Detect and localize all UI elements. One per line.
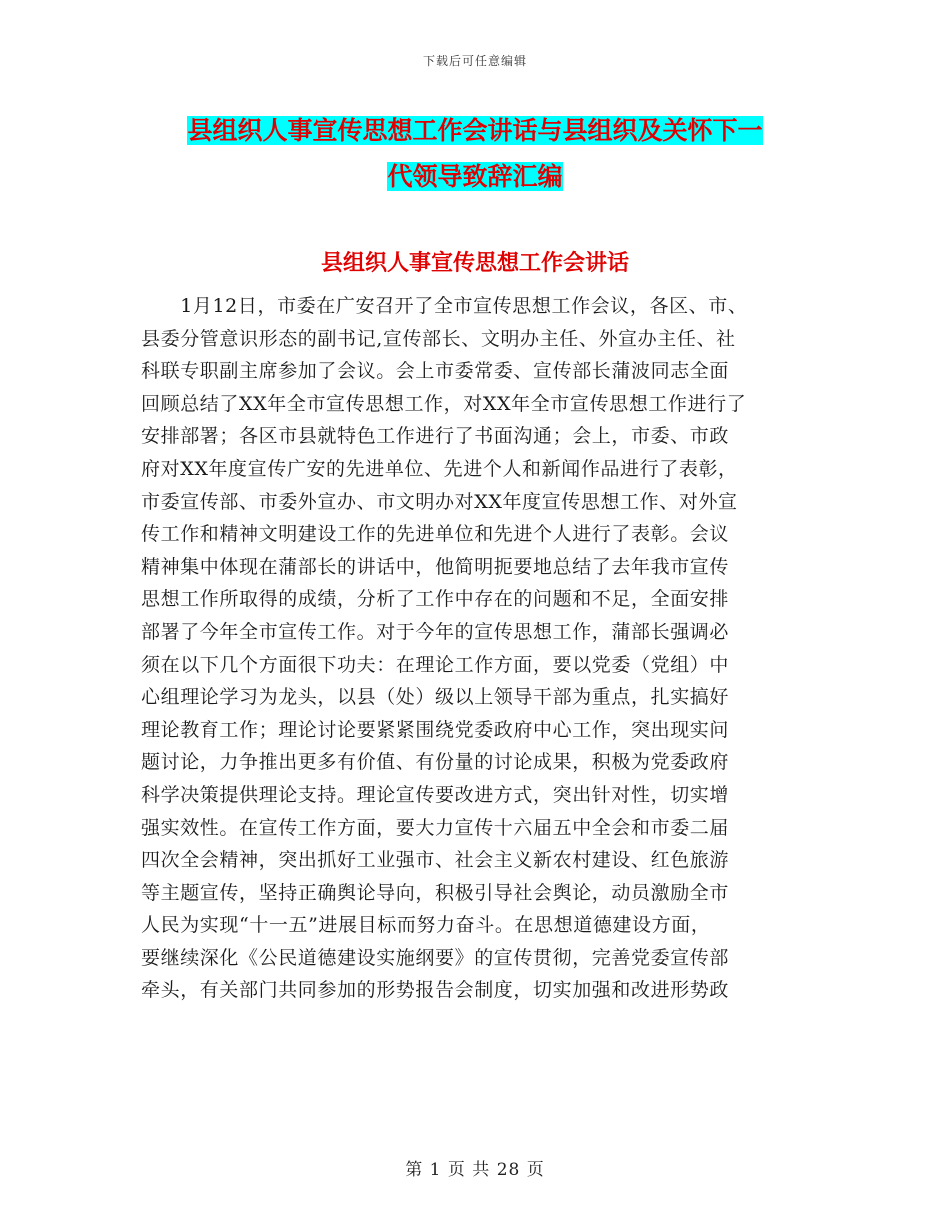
body-text-line: 等主题宣传，坚持正确舆论导向，积极引导社会舆论，动员激励全市	[141, 881, 730, 904]
body-text-line: 牵头，有关部门共同参加的形势报告会制度，切实加强和改进形势政	[141, 979, 730, 1002]
document-title	[0, 108, 950, 200]
body-text-line: 须在以下几个方面很下功夫：在理论工作方面，要以党委（党组）中	[141, 653, 730, 676]
body-paragraph	[141, 290, 811, 1007]
body-text-line: 科学决策提供理论支持。理论宣传要改进方式，突出针对性，切实增	[141, 783, 730, 806]
body-text-line: 府对XX年度宣传广安的先进单位、先进个人和新闻作品进行了表彰，	[141, 457, 738, 480]
section-heading: 县组织人事宣传思想工作会讲话	[320, 251, 629, 276]
document-title-line-1: 县组织人事宣传思想工作会讲话与县组织及关怀下一	[187, 116, 763, 145]
body-text-line: 部署了今年全市宣传工作。对于今年的宣传思想工作，蒲部长强调必	[141, 620, 730, 643]
body-text-line: 科联专职副主席参加了会议。会上市委常委、宣传部长蒲波同志全面	[141, 360, 730, 383]
body-text-line: 题讨论，力争推出更多有价值、有份量的讨论成果，积极为党委政府	[141, 751, 730, 774]
body-text-line: 心组理论学习为龙头，以县（处）级以上领导干部为重点，扎实搞好	[141, 686, 730, 709]
page-header-note: 下载后可任意编辑	[422, 54, 527, 68]
body-text-line: 强实效性。在宣传工作方面，要大力宣传十六届五中全会和市委二届	[141, 816, 730, 839]
body-text-line: 传工作和精神文明建设工作的先进单位和先进个人进行了表彰。会议	[141, 523, 730, 546]
body-text-line: 精神集中体现在蒲部长的讲话中，他简明扼要地总结了去年我市宣传	[141, 555, 730, 578]
body-text-line: 要继续深化《公民道德建设实施纲要》的宣传贯彻，完善党委宣传部	[141, 946, 730, 969]
body-text-line: 思想工作所取得的成绩，分析了工作中存在的问题和不足，全面安排	[141, 588, 730, 611]
body-text-line: 安排部署；各区市县就特色工作进行了书面沟通；会上，市委、市政	[141, 425, 730, 448]
page-number-footer: 第 1 页 共 28 页	[405, 1160, 545, 1180]
body-text-line: 县委分管意识形态的副书记,宣传部长、文明办主任、外宣办主任、社	[141, 327, 736, 350]
body-text-line: 回顾总结了XX年全市宣传思想工作，对XX年全市宣传思想工作进行了	[141, 392, 747, 415]
document-title-line-2: 代领导致辞汇编	[387, 162, 563, 191]
body-text-line: 市委宣传部、市委外宣办、市文明办对XX年度宣传思想工作、对外宣	[141, 490, 738, 513]
body-text-line: 理论教育工作；理论讨论要紧紧围绕党委政府中心工作，突出现实问	[141, 718, 730, 741]
body-text-line: 人民为实现“十一五”进展目标而努力奋斗。在思想道德建设方面，	[141, 914, 711, 937]
body-text-line: 四次全会精神，突出抓好工业强市、社会主义新农村建设、红色旅游	[141, 849, 730, 872]
body-text-line: 1月12日，市委在广安召开了全市宣传思想工作会议，各区、市、	[141, 295, 748, 317]
